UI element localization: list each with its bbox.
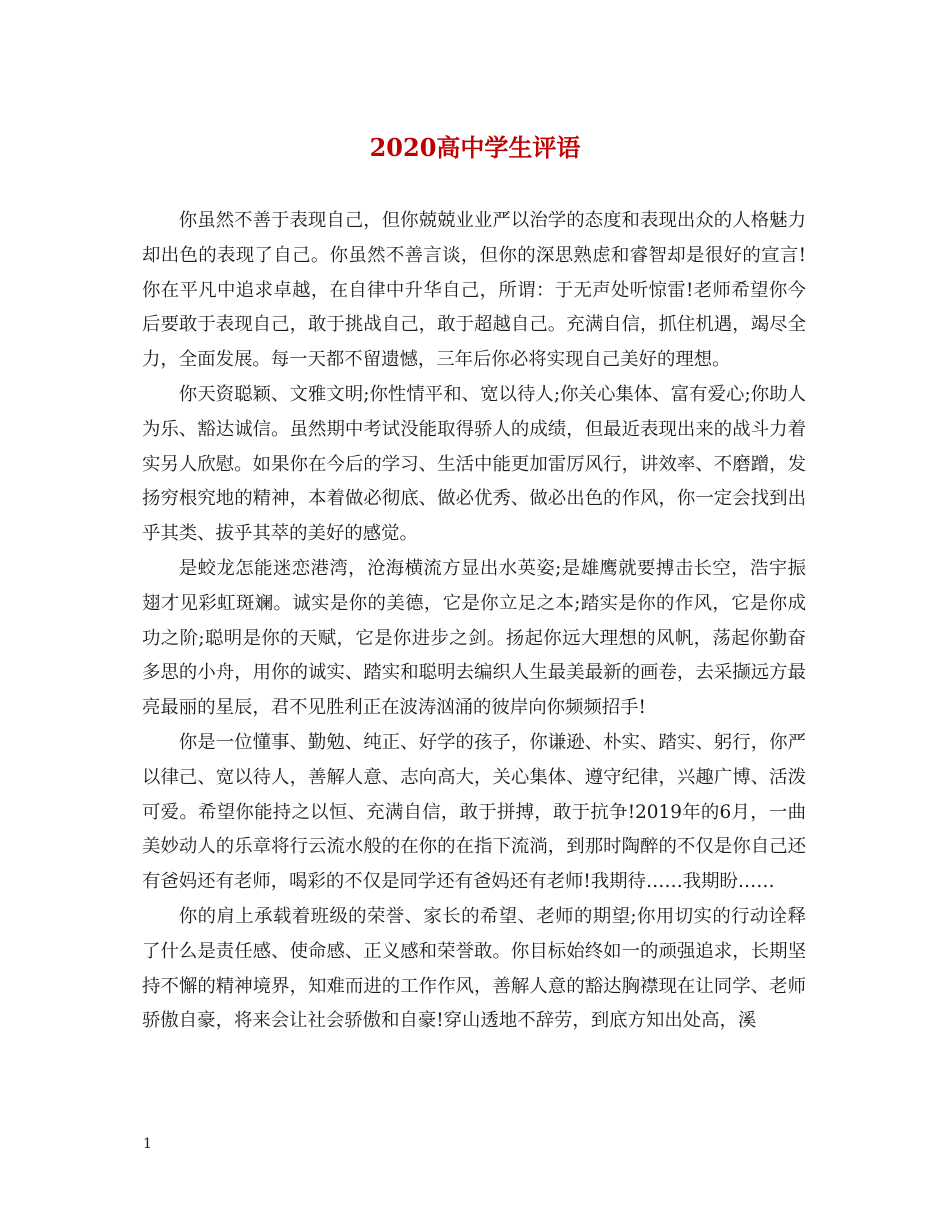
paragraph-4: 你是一位懂事、勤勉、纯正、好学的孩子，你谦逊、朴实、踏实、躬行，你严以律己、宽以待人，善解人意、志向高大，关心集体、遵守纪律，兴趣广博、活泼可爱。希望你能持之以恒、充满自信，敢于拼搏，敢于抗争!2019年的6月，一曲美妙动人的乐章将行云流水般的在你的在指下流淌，到那时陶醉的不仅是你自己还有爸妈还有老师，喝彩的不仅是同学还有爸妈还有老师!我期待……我期盼…… [142, 731, 806, 893]
paragraph-5: 你的肩上承载着班级的荣誉、家长的希望、老师的期望;你用切实的行动诠释了什么是责任感、使命感、正义感和荣誉敢。你目标始终如一的顽强追求，长期坚持不懈的精神境界，知难而进的工作作风，善解人意的豁达胸襟现在让同学、老师骄傲自豪，将来会让社会骄傲和自豪!穿山透地不辞劳，到底方知出处高，溪 [142, 905, 806, 1032]
document-body [142, 204, 806, 1039]
paragraph-2: 你天资聪颖、文雅文明;你性情平和、宽以待人;你关心集体、富有爱心;你助人为乐、豁达诚信。虽然期中考试没能取得骄人的成绩，但最近表现出来的战斗力着实另人欣慰。如果你在今后的学习、生活中能更加雷厉风行，讲效率、不磨蹭，发扬穷根究地的精神，本着做必彻底、做必优秀、做必出色的作风，你一定会找到出乎其类、拔乎其萃的美好的感觉。 [142, 383, 806, 545]
paragraph-1: 你虽然不善于表现自己，但你兢兢业业严以治学的态度和表现出众的人格魅力却出色的表现了自己。你虽然不善言谈，但你的深思熟虑和睿智却是很好的宣言!你在平凡中追求卓越，在自律中升华自己，所谓：于无声处听惊雷!老师希望你今后要敢于表现自己，敢于挑战自己，敢于超越自己。充满自信，抓住机遇，竭尽全力，全面发展。每一天都不留遗憾，三年后你必将实现自己美好的理想。 [142, 210, 806, 371]
paragraph-3: 是蛟龙怎能迷恋港湾，沧海横流方显出水英姿;是雄鹰就要搏击长空，浩宇振翅才见彩虹斑斓。诚实是你的美德，它是你立足之本;踏实是你的作风，它是你成功之阶;聪明是你的天赋，它是你进步之剑。扬起你远大理想的风帆，荡起你勤奋多思的小舟，用你的诚实、踏实和聪明去编织人生最美最新的画卷，去采撷远方最亮最丽的星辰，君不见胜利正在波涛汹涌的彼岸向你频频招手! [142, 557, 806, 719]
page-number: 1 [143, 1136, 152, 1152]
document-title: 2020高中学生评语 [369, 133, 581, 162]
